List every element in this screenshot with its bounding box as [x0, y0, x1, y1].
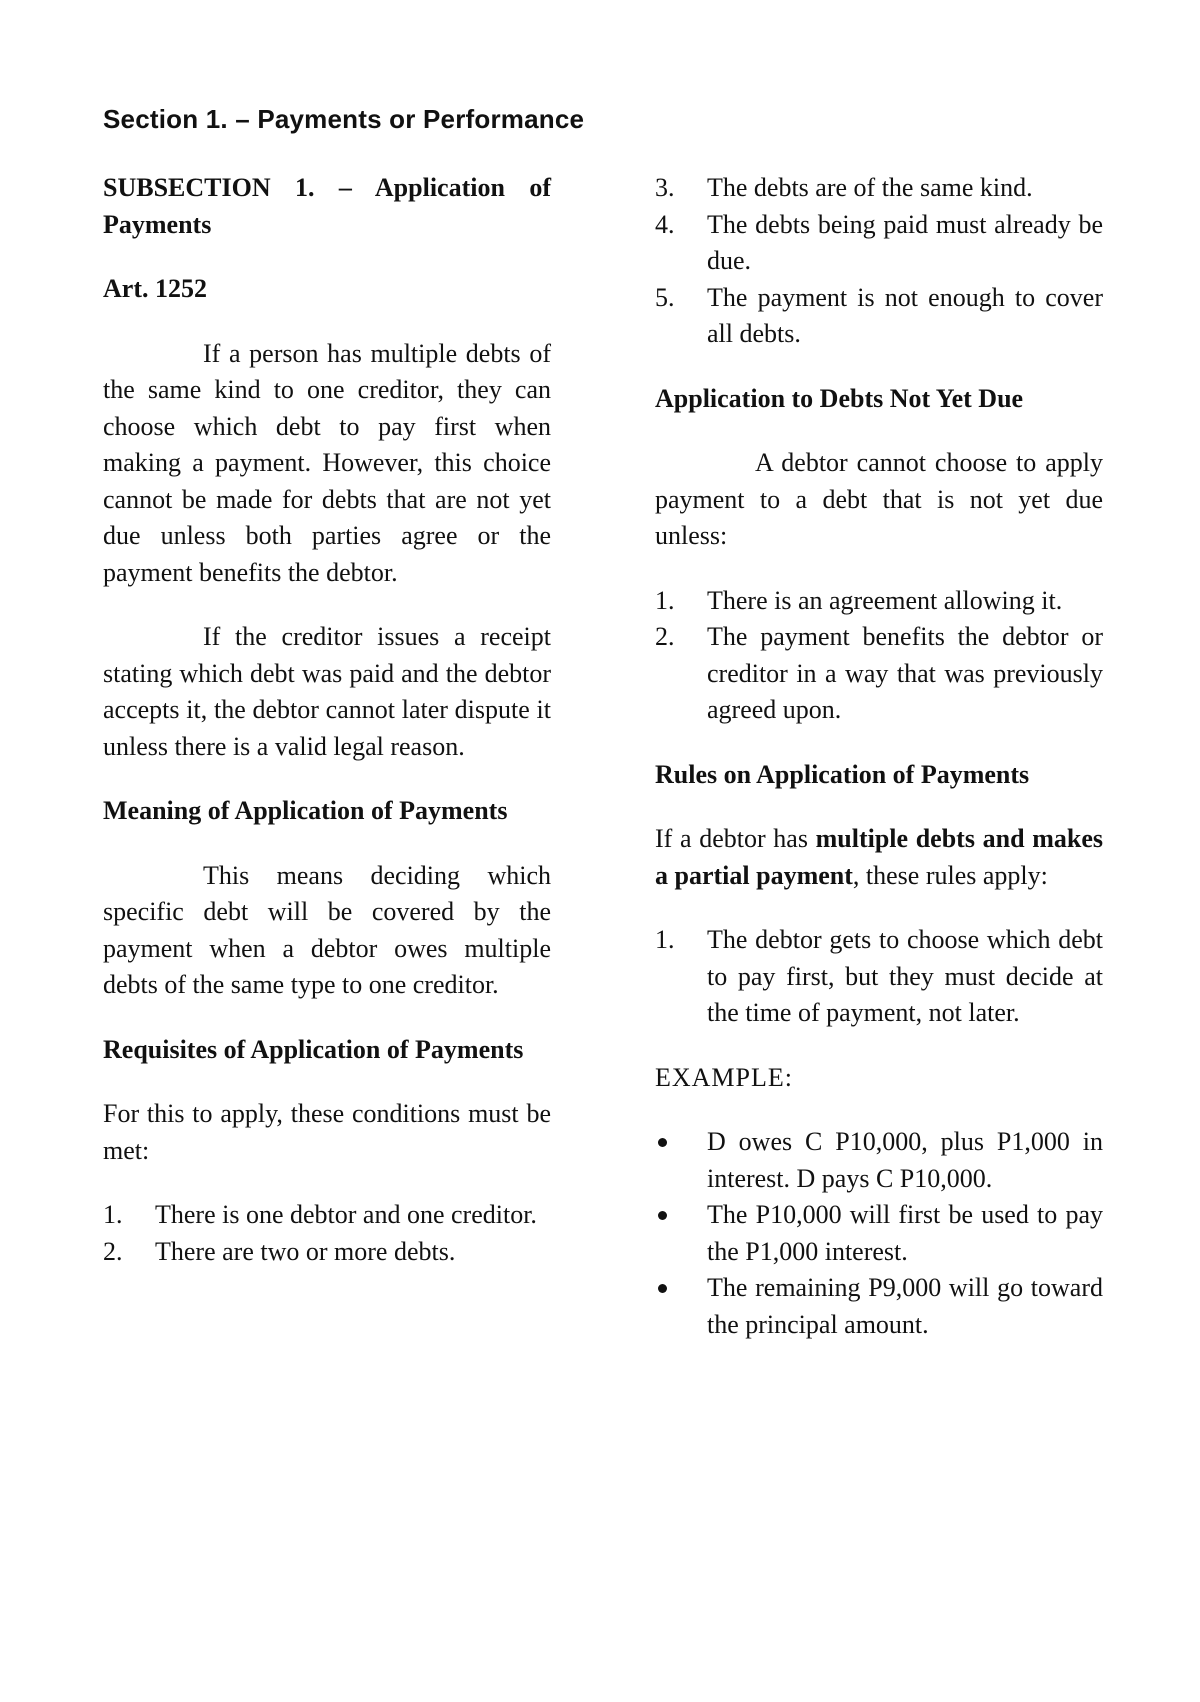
subsection-heading: SUBSECTION 1. – Application of Payments — [103, 173, 551, 239]
section-title: Section 1. – Payments or Performance — [103, 104, 585, 134]
not-due-paragraph: A debtor cannot choose to apply payment to a debt that is not yet due unless: — [655, 448, 1103, 550]
rules-list — [655, 922, 1103, 1032]
not-due-list — [655, 583, 1103, 729]
rules-heading: Rules on Application of Payments — [655, 759, 1030, 789]
list-item — [103, 1197, 551, 1234]
rules-intro-emphasis: multiple debts and makes a partial payment — [655, 824, 1103, 890]
list-number: 1. — [103, 1200, 123, 1229]
list-item — [655, 1270, 1103, 1343]
list-item — [655, 170, 1103, 207]
bullet-icon — [658, 1138, 667, 1147]
list-item-text: The debts are of the same kind. — [707, 173, 1033, 202]
rules-intro-end: , these rules apply: — [852, 860, 1048, 890]
list-number: 3. — [655, 173, 675, 202]
list-number: 2. — [103, 1236, 123, 1266]
list-number: 5. — [655, 282, 675, 312]
list-item — [103, 1234, 551, 1271]
list-item — [655, 922, 1103, 1032]
article-paragraph-2: If the creditor issues a receipt stating which debt was paid and the debtor accepts it, the debtor cannot later dispute it unless there is a valid legal reason. — [103, 622, 551, 761]
list-item — [655, 583, 1103, 620]
bullet-icon — [658, 1284, 667, 1293]
bullet-icon — [658, 1211, 667, 1220]
list-item — [655, 619, 1103, 729]
list-item-text: There is an agreement allowing it. — [707, 585, 1063, 615]
list-number: 4. — [655, 209, 675, 239]
list-item — [655, 207, 1103, 280]
list-item-text: The debtor gets to choose which debt to pay first, but they must decide at the time of payment, not later. — [707, 925, 1103, 1027]
rules-intro — [655, 821, 1103, 894]
list-item-text: The remaining P9,000 will go toward the principal amount. — [707, 1273, 1103, 1339]
requisites-list — [103, 1197, 551, 1270]
meaning-paragraph: This means deciding which specific debt will be covered by the payment when a debtor owes multiple debts of the same type to one creditor. — [103, 860, 551, 999]
left-column — [103, 170, 551, 1298]
list-item — [655, 1124, 1103, 1197]
list-item-text: The payment benefits the debtor or creditor in a way that was previously agreed upon. — [707, 622, 1103, 724]
list-item-text: The debts being paid must already be due. — [707, 209, 1103, 275]
list-number: 1. — [655, 585, 675, 615]
right-column — [655, 170, 1103, 1371]
requisites-heading: Requisites of Application of Payments — [103, 1034, 524, 1064]
rules-intro-start: If a debtor has — [655, 824, 816, 853]
list-item — [655, 1197, 1103, 1270]
list-item-text: The P10,000 will first be used to pay the P1,000 interest. — [707, 1200, 1103, 1266]
article-paragraph-1: If a person has multiple debts of the same kind to one creditor, they can choose which debt to pay first when making a payment. However, this choice cannot be made for debts that are not yet due unless both parties agree or the payment benefits the debtor. — [103, 338, 551, 587]
list-number: 1. — [655, 925, 675, 954]
example-label: EXAMPLE: — [655, 1062, 793, 1092]
example-list — [655, 1124, 1103, 1343]
meaning-heading: Meaning of Application of Payments — [103, 796, 508, 825]
requisites-list-continued — [655, 170, 1103, 353]
not-due-heading: Application to Debts Not Yet Due — [655, 383, 1024, 413]
list-item-text: The payment is not enough to cover all debts. — [707, 282, 1103, 348]
list-number: 2. — [655, 622, 675, 651]
list-item-text: D owes C P10,000, plus P1,000 in interest. D pays C P10,000. — [707, 1127, 1103, 1193]
requisites-intro: For this to apply, these conditions must be met: — [103, 1099, 551, 1165]
list-item — [655, 280, 1103, 353]
article-heading: Art. 1252 — [103, 274, 207, 303]
list-item-text: There are two or more debts. — [155, 1236, 456, 1266]
list-item-text: There is one debtor and one creditor. — [155, 1200, 537, 1229]
